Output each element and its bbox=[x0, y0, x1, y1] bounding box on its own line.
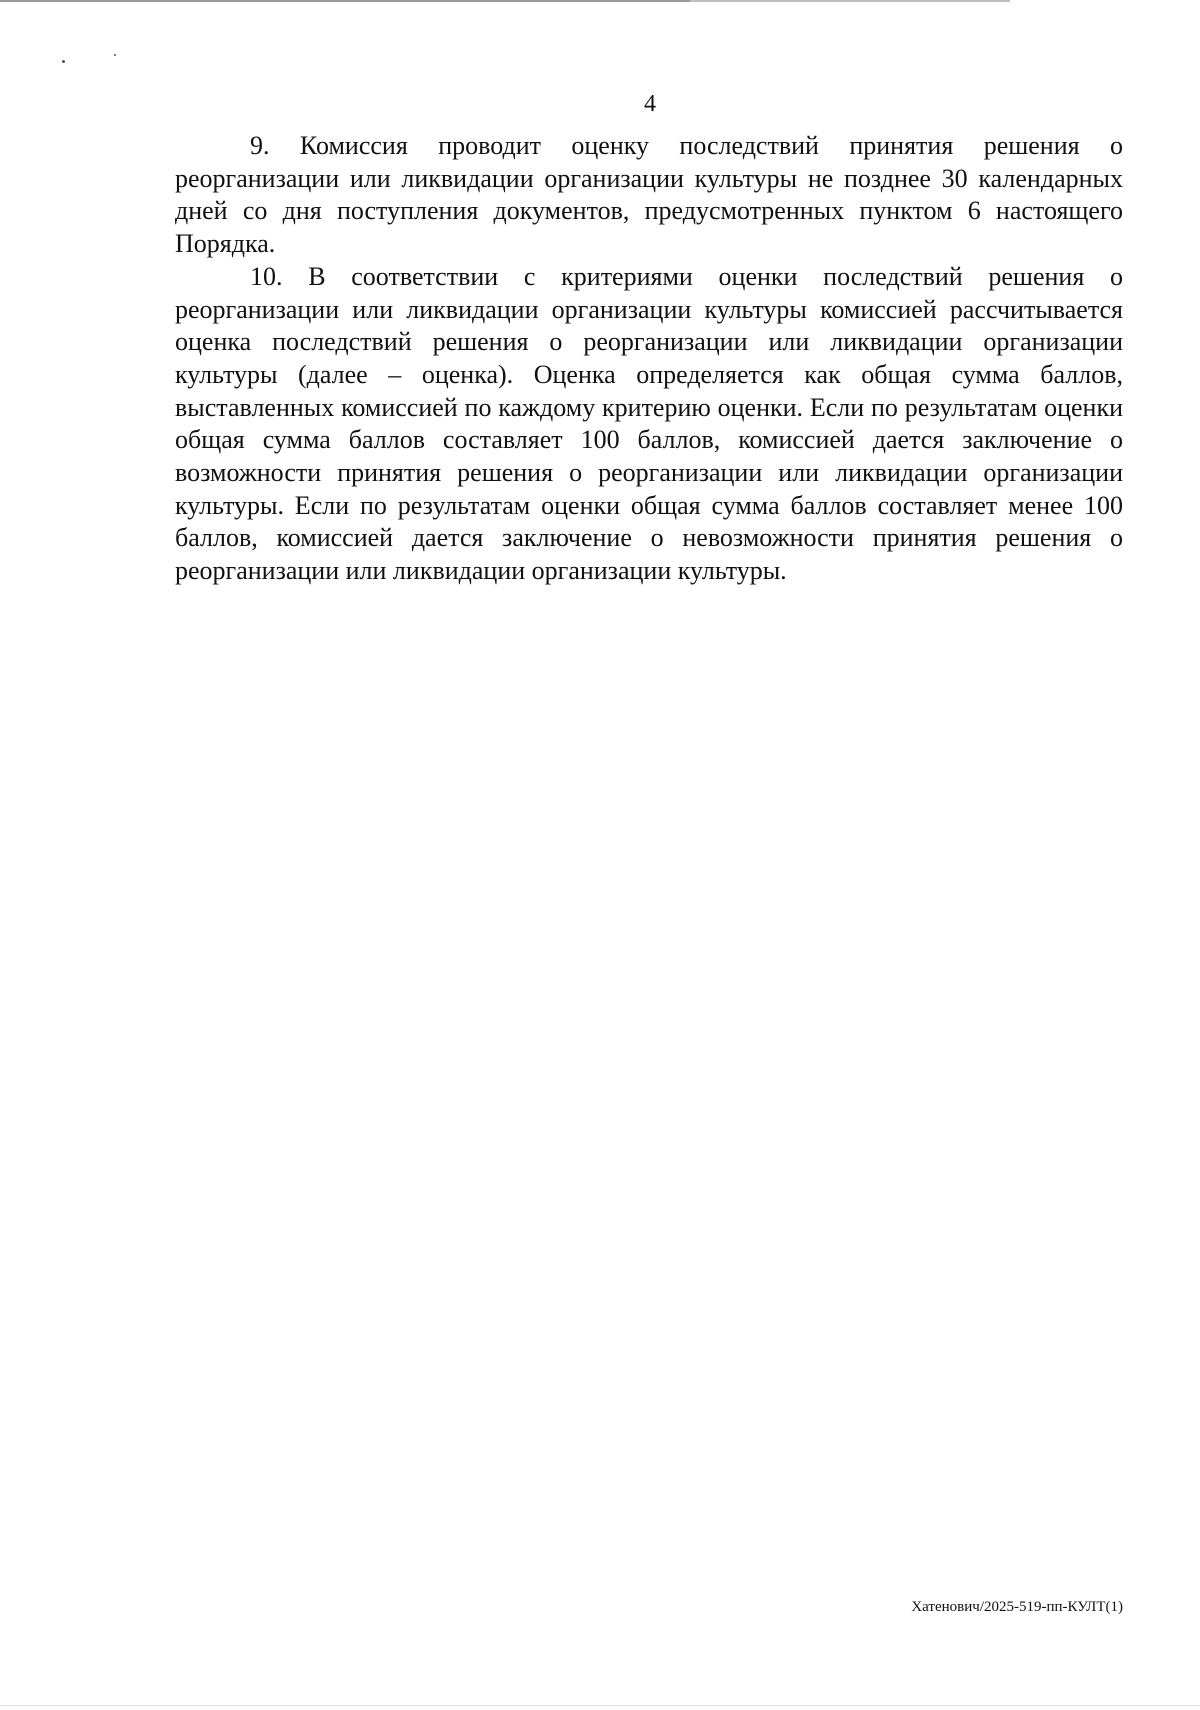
document-code: Хатенович/2025-519-пп-КУЛТ(1) bbox=[911, 1599, 1123, 1615]
page-number: 4 bbox=[644, 91, 656, 117]
paragraph-9: 9. Комиссия проводит оценку последствий принятия решения о реорганизации или ликвидации организации культуры не позднее 30 календарных дней со дня поступления документов, предусмотренных пунктом 6 настоящего Порядка. bbox=[175, 131, 1123, 259]
paragraph-10: 10. В соответствии с критериями оценки последствий решения о реорганизации или ликвидации организации культуры комиссией рассчитывается оценка последствий решения о реорганизации или ликвидации организации культуры (далее – оценка). Оценка определяется как общая сумма баллов, выставленных комиссией по каждому критерию оценки. Если по результатам оценки общая сумма баллов составляет 100 баллов, комиссией дается заключение о возможности принятия решения о реорганизации или ликвидации организации культуры. Если по результатам оценки общая сумма баллов составляет менее 100 баллов, комиссией дается заключение о невозможности принятия решения о реорганизации или ликвидации организации культуры. bbox=[175, 261, 1123, 586]
scan-speck bbox=[62, 60, 65, 63]
scan-edge-line bbox=[0, 0, 1010, 2]
scan-edge-line bbox=[0, 1705, 1200, 1706]
document-body bbox=[175, 130, 1123, 588]
scan-speck bbox=[114, 54, 116, 56]
